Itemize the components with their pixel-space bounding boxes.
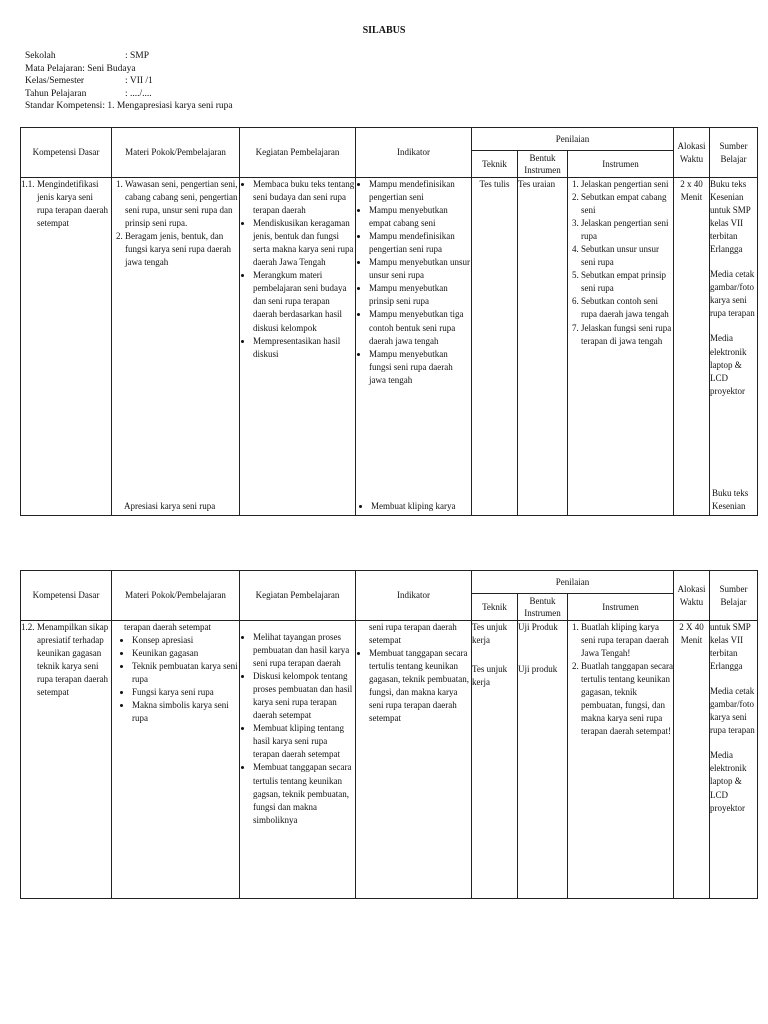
indikator-item: • Mampu menyebutkan unsur unsur seni rupa <box>369 256 471 282</box>
header-alokasi: Alokasi Waktu <box>674 128 710 178</box>
header-sumber: Sumber Belajar <box>710 128 758 178</box>
sumber-cell <box>710 621 758 899</box>
info-row-kelas <box>25 75 233 88</box>
materi-cell <box>112 621 240 899</box>
teknik-cell <box>472 621 518 899</box>
instrumen-item: 1. Jelaskan pengertian seni <box>581 178 673 191</box>
materi-list <box>112 178 239 269</box>
materi-intro: terapan daerah setempat <box>124 622 211 632</box>
header-alokasi: Alokasi Waktu <box>674 571 710 621</box>
header-materi: Materi Pokok/Pembelajaran <box>112 128 240 178</box>
header-sumber: Sumber Belajar <box>710 571 758 621</box>
header-bentuk: Bentuk Instrumen <box>518 151 568 178</box>
kd-text: Menampilkan sikap apresiatif terhadap keunikan gagasan teknik karya seni rupa terapan daerah setempat <box>37 622 109 698</box>
header-materi: Materi Pokok/Pembelajaran <box>112 571 240 621</box>
materi-continuation: Apresiasi karya seni rupa <box>124 500 216 511</box>
kegiatan-cell <box>240 178 356 516</box>
info-row-sekolah <box>25 50 233 63</box>
indikator-item: • Mampu mendefinisikan pengertian seni <box>369 178 471 204</box>
instrumen-cell <box>568 178 674 516</box>
info-row-mapel <box>25 63 233 76</box>
kegiatan-item: • Merangkum materi pembelajaran seni budaya dan seni rupa terapan daerah berdasarkan hasil diskusi kelompok <box>253 269 355 334</box>
indikator-intro: seni rupa terapan daerah setempat <box>369 622 457 646</box>
indikator-item: • Mampu menyebutkan fungsi seni rupa daerah jawa tengah <box>369 348 471 387</box>
sumber-item: Media cetak gambar/foto karya seni rupa terapan <box>710 269 755 319</box>
header-indikator: Indikator <box>356 571 472 621</box>
header-penilaian: Penilaian <box>472 571 674 594</box>
info-label: Mata Pelajaran <box>25 63 83 74</box>
kegiatan-item: • Mendiskusikan keragaman jenis, bentuk dan fungsi serta makna karya seni rupa daerah Jawa Tengah <box>253 217 355 269</box>
kegiatan-item: • Melihat tayangan proses pembuatan dan hasil karya seni rupa terapan daerah <box>253 631 355 670</box>
instrumen-cell <box>568 621 674 899</box>
info-row-sk <box>25 100 233 113</box>
info-value: : 1. Mengapresiasi karya seni rupa <box>102 101 233 111</box>
info-value: : SMP <box>125 51 150 61</box>
instrumen-item: 4. Sebutkan unsur unsur seni rupa <box>581 243 673 269</box>
kegiatan-list <box>240 178 355 361</box>
document-title: SILABUS <box>362 25 406 36</box>
kegiatan-item: • Membuat tanggapan secara tertulis tentang keunikan gagsan, teknik pembuatan, fungsi dan makna simboliknya <box>253 761 355 826</box>
instrumen-list <box>568 621 673 738</box>
info-row-tahun <box>25 88 233 101</box>
instrumen-item: 2. Sebutkan empat cabang seni <box>581 191 673 217</box>
indikator-item: • Membuat kliping karya <box>371 500 455 513</box>
info-label: Kelas/Semester <box>25 76 85 86</box>
bentuk-cell: Tes uraian <box>518 178 568 516</box>
header-kompetensi-dasar: Kompetensi Dasar <box>21 571 112 621</box>
indikator-item: • Mampu menyebutkan tiga contoh bentuk seni rupa daerah jawa tengah <box>369 308 471 347</box>
header-kegiatan: Kegiatan Pembelajaran <box>240 128 356 178</box>
kd-item <box>21 178 111 230</box>
kegiatan-item: • Mempresentasikan hasil diskusi <box>253 335 355 361</box>
teknik-item: Tes unjuk kerja <box>472 664 508 688</box>
instrumen-item: 3. Jelaskan pengertian seni rupa <box>581 217 673 243</box>
sumber-item: Media elektronik laptop & LCD proyektor <box>710 750 747 813</box>
instrumen-item: 5. Sebutkan empat prinsip seni rupa <box>581 269 673 295</box>
kegiatan-item: • Diskusi kelompok tentang proses pembuatan dan hasil karya seni rupa terapan daerah setempat <box>253 670 355 722</box>
syllabus-table-2 <box>20 570 758 899</box>
bentuk-item: Uji produk <box>518 664 558 675</box>
sumber-continuation: Buku teks Kesenian <box>712 487 749 511</box>
kd-text: Mengindetifikasi jenis karya seni rupa terapan daerah setempat <box>37 179 108 229</box>
materi-list <box>112 634 239 725</box>
materi-item: 1. Wawasan seni, pengertian seni, cabang cabang seni, pengertian seni rupa, unsur seni rupa dan prinsip seni rupa. <box>125 178 239 230</box>
indikator-item: • Mampu menyebutkan prinsip seni rupa <box>369 282 471 308</box>
alokasi-cell: 2 x 40 Menit <box>674 178 710 516</box>
materi-item: • Teknik pembuatan karya seni rupa <box>132 660 239 686</box>
header-teknik: Teknik <box>472 594 518 621</box>
info-value: : ..../.... <box>125 88 152 99</box>
indikator-continuation-list <box>358 500 455 513</box>
kd-number: 1.1. <box>21 179 35 189</box>
info-label: Sekolah <box>25 51 56 61</box>
instrumen-item: 7. Jelaskan fungsi seni rupa terapan di jawa tengah <box>581 322 673 348</box>
kd-number: 1.2. <box>21 622 35 632</box>
indikator-item: • Membuat tanggapan secara tertulis tentang keunikan gagasan, teknik pembuatan, fungsi, dan makna karya seni rupa terapan daerah setempat <box>369 647 471 725</box>
header-kegiatan: Kegiatan Pembelajaran <box>240 571 356 621</box>
materi-cell <box>112 178 240 516</box>
indikator-list <box>356 647 471 725</box>
sumber-item: untuk SMP kelas VII terbitan Erlangga <box>710 622 751 672</box>
info-value: : Seni Budaya <box>82 63 136 74</box>
indikator-cell <box>356 621 472 899</box>
document-info <box>25 50 233 113</box>
header-teknik: Teknik <box>472 151 518 178</box>
instrumen-item: 6. Sebutkan contoh seni rupa daerah jawa tengah <box>581 295 673 321</box>
teknik-item: Tes unjuk kerja <box>472 622 508 646</box>
materi-item: 2. Beragam jenis, bentuk, dan fungsi karya seni rupa daerah jawa tengah <box>125 230 239 269</box>
sumber-cell <box>710 178 758 516</box>
kegiatan-item: • Membuat kliping tentang hasil karya seni rupa terapan daerah setempat <box>253 722 355 761</box>
kompetensi-dasar-cell <box>21 178 112 516</box>
info-value: : VII /1 <box>125 76 153 86</box>
bentuk-cell <box>518 621 568 899</box>
header-indikator: Indikator <box>356 128 472 178</box>
kd-item <box>21 621 111 699</box>
sumber-item: Media elektronik laptop & LCD proyektor <box>710 333 747 396</box>
kompetensi-dasar-cell <box>21 621 112 899</box>
syllabus-table-1 <box>20 127 758 516</box>
header-bentuk: Bentuk Instrumen <box>518 594 568 621</box>
materi-item: • Konsep apresiasi <box>132 634 239 647</box>
kegiatan-item: • Membaca buku teks tentang seni budaya dan seni rupa terapan daerah <box>253 178 355 217</box>
header-instrumen: Instrumen <box>568 151 674 178</box>
sumber-item: Media cetak gambar/foto karya seni rupa terapan <box>710 686 755 736</box>
instrumen-item: 2. Buatlah tanggapan secara tertulis tentang keunikan gagasan, teknik pembuatan, fungsi, dan makna karya seni rupa terapan daerah setempat! <box>581 660 673 738</box>
indikator-item: • Mampu mendefinisikan pengertian seni rupa <box>369 230 471 256</box>
kegiatan-list <box>240 631 355 827</box>
header-penilaian: Penilaian <box>472 128 674 151</box>
teknik-cell: Tes tulis <box>472 178 518 516</box>
materi-item: • Keunikan gagasan <box>132 647 239 660</box>
indikator-cell <box>356 178 472 516</box>
header-kompetensi-dasar: Kompetensi Dasar <box>21 128 112 178</box>
instrumen-item: 1. Buatlah kliping karya seni rupa terapan daerah Jawa Tengah! <box>581 621 673 660</box>
indikator-list <box>356 178 471 387</box>
indikator-item: • Mampu menyebutkan empat cabang seni <box>369 204 471 230</box>
instrumen-list <box>568 178 673 348</box>
materi-item: • Fungsi karya seni rupa <box>132 686 239 699</box>
alokasi-cell: 2 X 40 Menit <box>674 621 710 899</box>
kegiatan-cell <box>240 621 356 899</box>
header-instrumen: Instrumen <box>568 594 674 621</box>
info-label: Standar Kompetensi <box>25 101 103 111</box>
bentuk-item: Uji Produk <box>518 622 558 632</box>
sumber-item: Buku teks Kesenian untuk SMP kelas VII terbitan Erlangga <box>710 179 751 255</box>
materi-item: • Makna simbolis karya seni rupa <box>132 699 239 725</box>
info-label: Tahun Pelajaran <box>25 88 87 99</box>
